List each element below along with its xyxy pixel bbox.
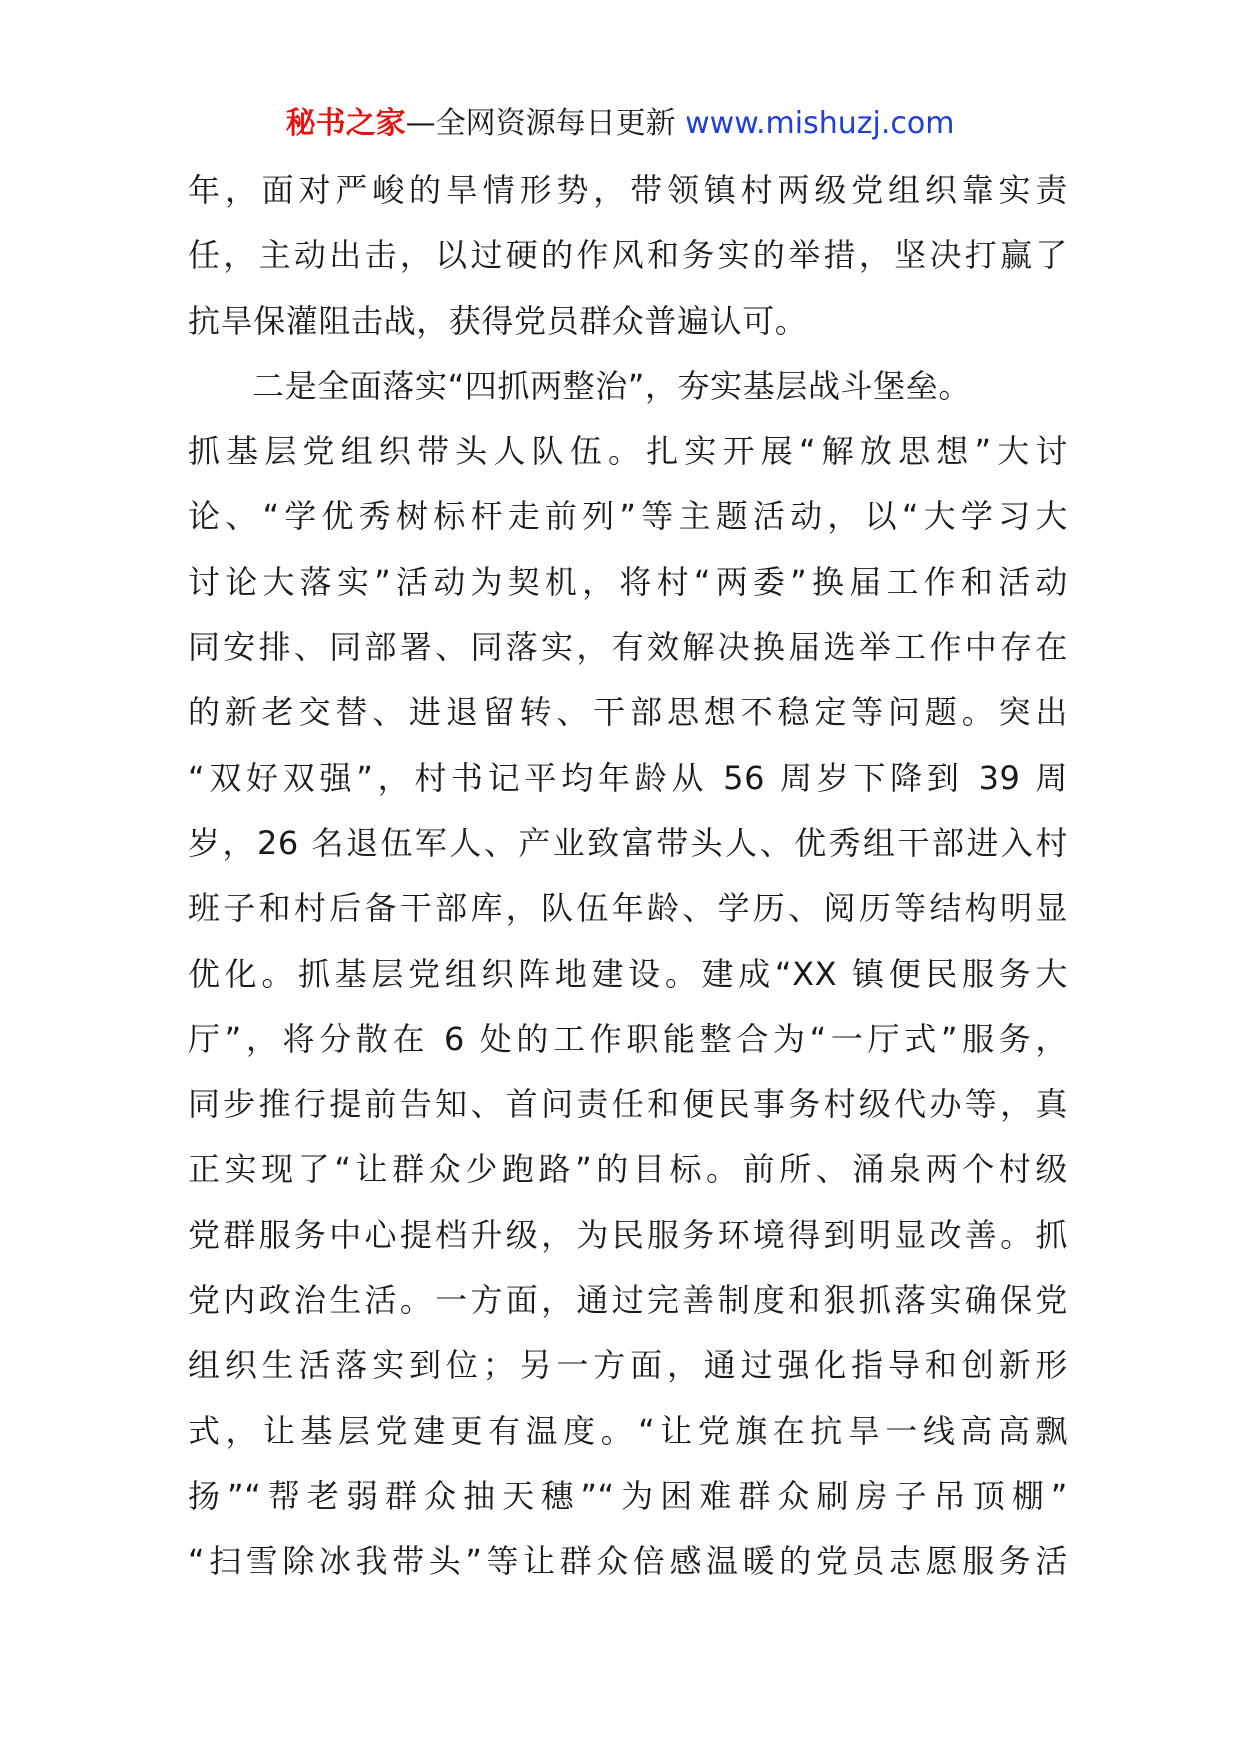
- document-body: [188, 158, 1068, 1595]
- body-line: 的新老交替、进退留转、干部思想不稳定等问题。突出: [188, 693, 1068, 732]
- body-line: 厅”，将分散在 6 处的工作职能整合为“一厅式”服务，: [188, 1019, 1068, 1058]
- body-line: 抓基层党组织带头人队伍。扎实开展“解放思想”大讨: [188, 432, 1068, 471]
- body-line: 党内政治生活。一方面，通过完善制度和狠抓落实确保党: [188, 1281, 1068, 1320]
- body-line: 扬”“帮老弱群众抽天穗”“为困难群众刷房子吊顶棚”: [188, 1476, 1068, 1515]
- body-line: 班子和村后备干部库，队伍年龄、学历、阅历等结构明显: [188, 889, 1068, 928]
- body-line: 任，主动出击，以过硬的作风和务实的举措，坚决打赢了: [188, 236, 1068, 275]
- body-line: 组织生活落实到位；另一方面，通过强化指导和创新形: [188, 1346, 1068, 1385]
- body-line: 抗旱保灌阻击战，获得党员群众普遍认可。: [188, 301, 808, 340]
- header-url-link[interactable]: www.mishuzj.com: [685, 106, 955, 141]
- body-line: 讨论大落实”活动为契机，将村“两委”换届工作和活动: [188, 562, 1068, 601]
- body-line: “扫雪除冰我带头”等让群众倍感温暖的党员志愿服务活: [188, 1542, 1068, 1581]
- header-slogan: —全网资源每日更新: [405, 106, 676, 141]
- header-brand: 秘书之家: [285, 106, 406, 141]
- body-line: 正实现了“让群众少跑路”的目标。前所、涌泉两个村级: [188, 1150, 1068, 1189]
- body-line: “双好双强”，村书记平均年龄从 56 周岁下降到 39 周: [188, 758, 1068, 797]
- body-line: 党群服务中心提档升级，为民服务环境得到明显改善。抓: [188, 1215, 1068, 1254]
- body-line-paragraph-start: 二是全面落实“四抓两整治”，夯实基层战斗堡垒。: [252, 366, 971, 405]
- body-line: 年，面对严峻的旱情形势，带领镇村两级党组织靠实责: [188, 171, 1068, 209]
- body-line: 优化。抓基层党组织阵地建设。建成“XX 镇便民服务大: [188, 954, 1068, 993]
- body-line: 同步推行提前告知、首问责任和便民事务村级代办等，真: [188, 1085, 1068, 1124]
- body-line: 岁，26 名退伍军人、产业致富带头人、优秀组干部进入村: [188, 823, 1068, 862]
- body-line: 论、“学优秀树标杆走前列”等主题活动，以“大学习大: [188, 497, 1068, 536]
- body-line: 式，让基层党建更有温度。“让党旗在抗旱一线高高飘: [188, 1411, 1068, 1450]
- body-line: 同安排、同部署、同落实，有效解决换届选举工作中存在: [188, 628, 1068, 667]
- document-header: [0, 100, 1240, 148]
